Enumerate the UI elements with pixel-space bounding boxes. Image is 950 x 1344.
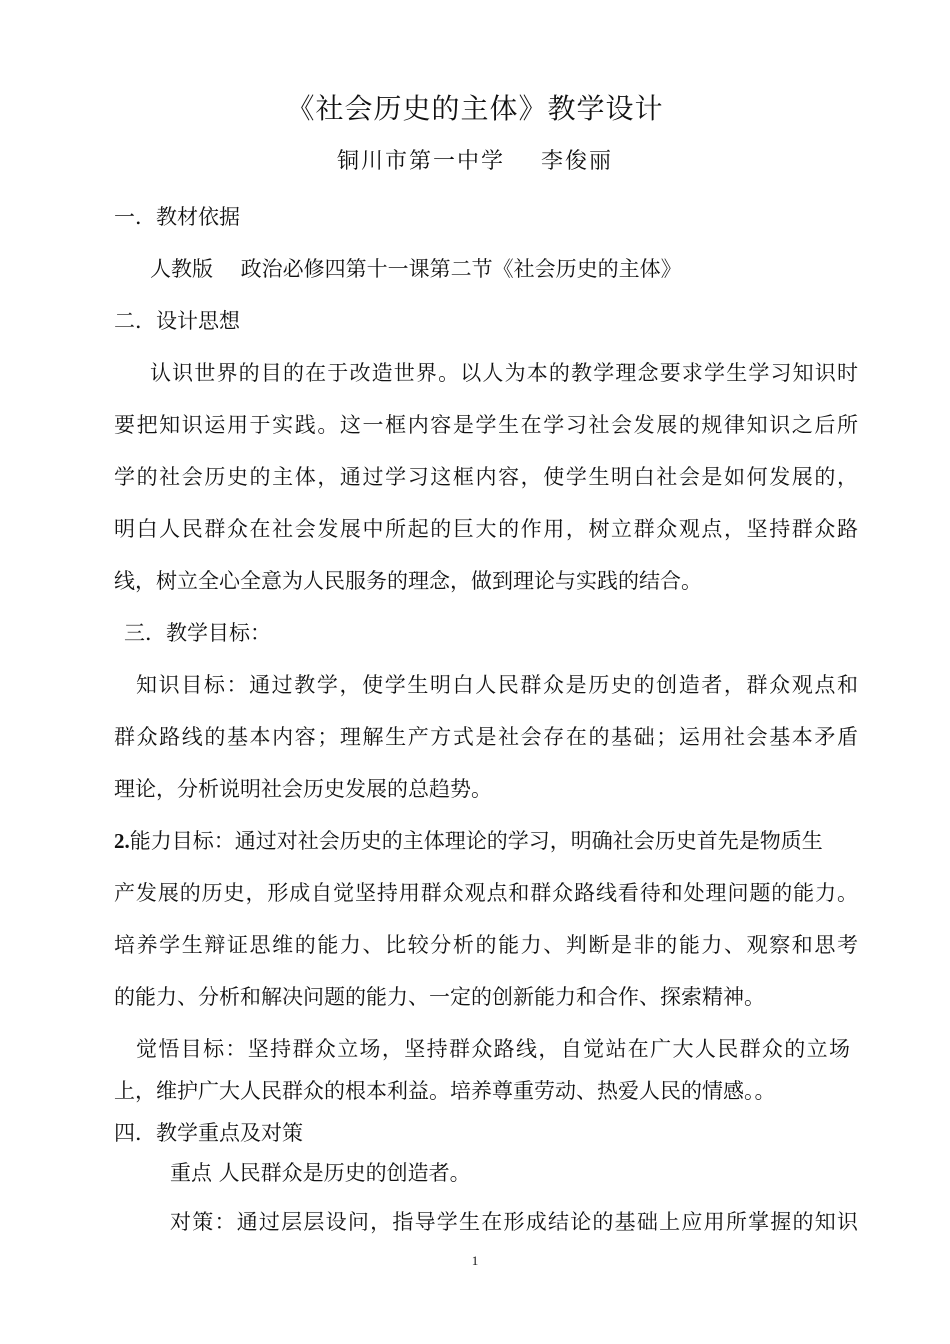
ability-goal-number: 2. bbox=[114, 829, 130, 853]
document-title: 《社会历史的主体》教学设计 bbox=[286, 92, 664, 125]
knowledge-goal-line: 群众路线的基本内容；理解生产方式是社会存在的基础；运用社会基本矛盾 bbox=[114, 725, 858, 749]
awareness-goal-line: 上，维护广大人民群众的根本利益。培养尊重劳动、热爱人民的情感。。 bbox=[114, 1079, 776, 1103]
section-2-line: 认识世界的目的在于改造世界。以人为本的教学理念要求学生学习知识时 bbox=[150, 361, 858, 385]
author-name: 李俊丽 bbox=[541, 149, 614, 174]
section-2-line: 明白人民群众在社会发展中所起的巨大的作用，树立群众观点，坚持群众路 bbox=[114, 517, 858, 541]
section-2-line: 学的社会历史的主体，通过学习这框内容，使学生明白社会是如何发展的， bbox=[114, 465, 858, 489]
author-line bbox=[0, 148, 950, 176]
strategy-text: 对策：通过层层设问，指导学生在形成结论的基础上应用所掌握的知识 bbox=[170, 1210, 858, 1234]
ability-goal-line: 能力目标：通过对社会历史的主体理论的学习，明确社会历史首先是物质生 bbox=[129, 829, 823, 853]
ability-goal-first-line bbox=[114, 829, 858, 853]
ability-goal-line: 的能力、分析和解决问题的能力、一定的创新能力和合作、探索精神。 bbox=[114, 985, 765, 1009]
page-number: 1 bbox=[471, 1253, 479, 1268]
knowledge-goal-line: 理论，分析说明社会历史发展的总趋势。 bbox=[114, 777, 492, 801]
section-2-line: 线，树立全心全意为人民服务的理念，做到理论与实践的结合。 bbox=[114, 569, 702, 593]
section-4-heading: 四．教学重点及对策 bbox=[114, 1121, 303, 1145]
section-1-heading: 一．教材依据 bbox=[114, 205, 240, 229]
author-school: 铜川市第一中学 bbox=[336, 149, 505, 174]
ability-goal-line: 产发展的历史，形成自觉坚持用群众观点和群众路线看待和处理问题的能力。 bbox=[114, 881, 858, 905]
awareness-goal-line: 觉悟目标：坚持群众立场，坚持群众路线，自觉站在广大人民群众的立场 bbox=[136, 1037, 850, 1061]
key-point: 重点 人民群众是历史的创造者。 bbox=[170, 1161, 471, 1185]
knowledge-goal-line: 知识目标：通过教学，使学生明白人民群众是历史的创造者，群众观点和 bbox=[136, 673, 858, 697]
section-3-heading: 三．教学目标： bbox=[124, 621, 271, 645]
section-1-text: 人教版 政治必修四第十一课第二节《社会历史的主体》 bbox=[150, 257, 682, 281]
ability-goal-line: 培养学生辩证思维的能力、比较分析的能力、判断是非的能力、观察和思考 bbox=[114, 933, 858, 957]
section-2-heading: 二．设计思想 bbox=[114, 309, 240, 333]
section-2-line: 要把知识运用于实践。这一框内容是学生在学习社会发展的规律知识之后所 bbox=[114, 413, 858, 437]
